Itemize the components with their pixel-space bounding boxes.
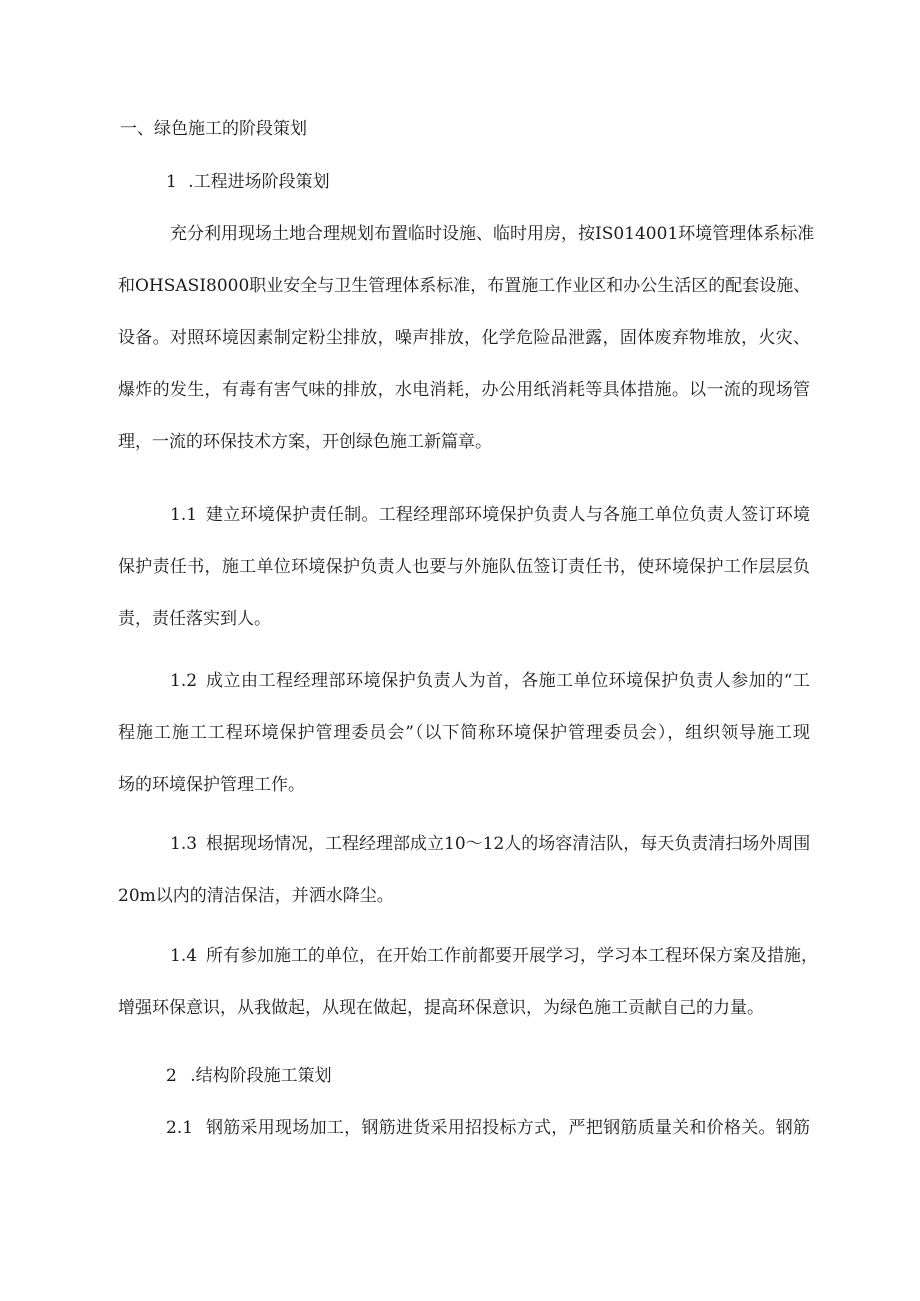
item-1-2-line-3: 场的环境保护管理工作。: [118, 775, 305, 795]
item-1-1-line-3: 责，责任落实到人。: [118, 609, 271, 629]
item-1-2-line-1: 成立由工程经理部环境保护负责人为首，各施工单位环境保护负责人参加的“工: [206, 671, 810, 691]
item-1-3-line-1: 根据现场情况，工程经理部成立10～12人的场容清洁队，每天负责清扫场外周围: [206, 834, 811, 854]
section-2-title: .结构阶段施工策划: [190, 1066, 332, 1086]
intro-line-4: 爆炸的发生，有毒有害气味的排放，水电消耗，办公用纸消耗等具体措施。以一流的现场管: [118, 380, 810, 400]
item-1-1-line-2: 保护责任书，施工单位环境保护负责人也要与外施队伍签订责任书，使环境保护工作层层负: [118, 557, 810, 577]
section-2-number: 2: [166, 1066, 177, 1086]
item-1-1-number: 1.1: [170, 505, 198, 525]
item-1-1-line-1: 建立环境保护责任制。工程经理部环境保护负责人与各施工单位负责人签订环境: [206, 505, 810, 525]
section-2-heading: [166, 1065, 332, 1087]
item-1-4-line-1: 所有参加施工的单位，在开始工作前都要开展学习，学习本工程环保方案及措施，: [206, 946, 818, 966]
item-2-1-number: 2.1: [166, 1118, 194, 1138]
intro-line-5: 理，一流的环保技术方案，开创绿色施工新篇章。: [118, 432, 492, 452]
section-1-heading: [166, 171, 330, 193]
item-2-1-line-1: 钢筋采用现场加工，钢筋进货采用招投标方式，严把钢筋质量关和价格关。钢筋: [206, 1118, 810, 1138]
item-1-2-number: 1.2: [170, 671, 198, 691]
intro-line-1: 充分利用现场土地合理规划布置临时设施、临时用房，按IS014001环境管理体系标准: [170, 224, 815, 244]
item-1-3-line-2: 20m以内的清洁保洁，并洒水降尘。: [118, 886, 394, 906]
item-1-3-number: 1.3: [170, 834, 198, 854]
section-1-title: .工程进场阶段策划: [188, 172, 330, 192]
item-1-4-number: 1.4: [170, 946, 198, 966]
item-1-4-line-2: 增强环保意识，从我做起，从现在做起，提高环保意识，为绿色施工贡献自己的力量。: [118, 998, 764, 1018]
section-1-number: 1: [166, 172, 177, 192]
heading-green-construction: 一、绿色施工的阶段策划: [120, 119, 307, 139]
intro-line-2: 和OHSASI8000职业安全与卫生管理体系标准，布置施工作业区和办公生活区的配套设施、: [118, 276, 811, 296]
item-1-2-line-2: 程施工施工工程环境保护管理委员会”（以下简称环境保护管理委员会），组织领导施工现: [118, 723, 810, 743]
intro-line-3: 设备。对照环境因素制定粉尘排放，噪声排放，化学危险品泄露，固体废弃物堆放，火灾、: [118, 328, 810, 348]
